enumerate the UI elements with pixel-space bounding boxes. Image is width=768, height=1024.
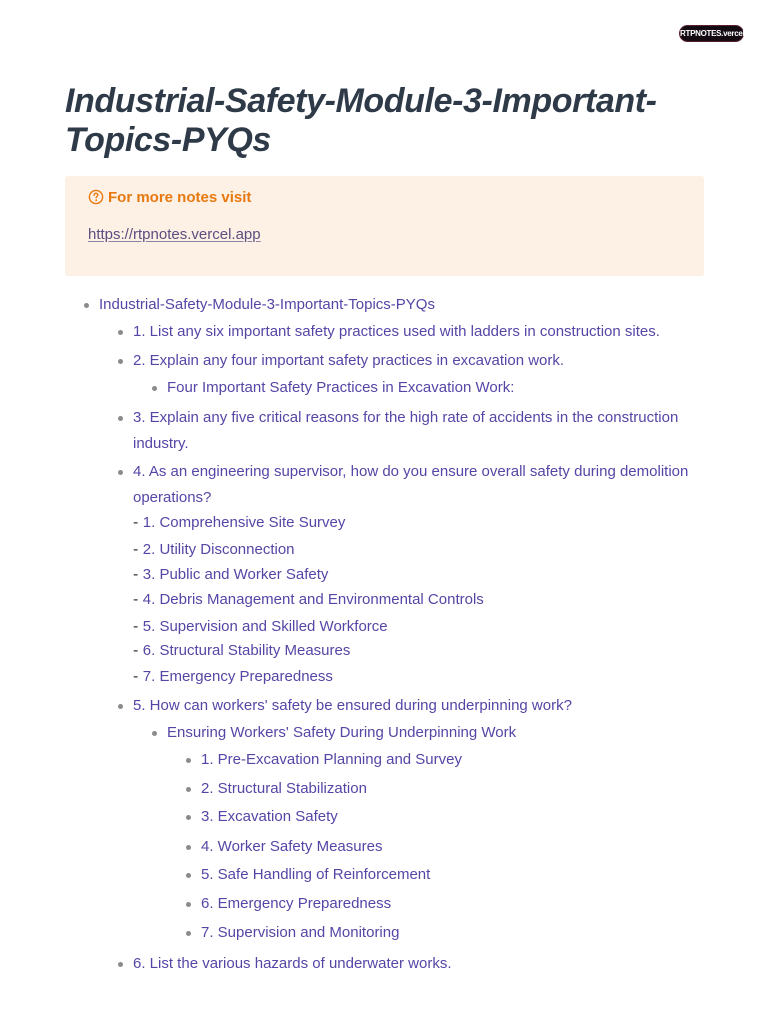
toc-q4-item-link[interactable]: 1. Comprehensive Site Survey — [142, 514, 346, 531]
dash-marker: - — [133, 668, 139, 685]
bullet — [186, 845, 191, 850]
toc-q4-item-link[interactable]: 2. Utility Disconnection — [142, 541, 295, 558]
toc-q5-item-link[interactable]: 7. Supervision and Monitoring — [201, 924, 400, 941]
toc-q5-item-link[interactable]: 3. Excavation Safety — [201, 808, 338, 825]
list-item — [133, 587, 484, 613]
dash-marker: - — [133, 642, 139, 659]
bullet — [152, 731, 157, 736]
toc-q4-item-link[interactable]: 4. Debris Management and Environmental Controls — [142, 591, 484, 608]
page-title: Industrial-Safety-Module-3-Important-Topics-PYQs — [65, 82, 657, 159]
toc-q5-item-link[interactable]: 2. Structural Stabilization — [201, 780, 367, 797]
toc-q6-link[interactable]: 6. List the various hazards of underwater works. — [133, 955, 452, 972]
bullet — [186, 873, 191, 878]
dash-marker: - — [133, 618, 139, 635]
toc-q4-link[interactable]: 4. As an engineering supervisor, how do you ensure overall safety during demolition operations? — [133, 463, 689, 506]
toc-q5-item-link[interactable]: 6. Emergency Preparedness — [201, 895, 392, 912]
toc-q5-item-link[interactable]: 4. Worker Safety Measures — [201, 838, 383, 855]
toc-q4-item-link[interactable]: 3. Public and Worker Safety — [142, 566, 329, 583]
toc-q4-item-link[interactable]: 7. Emergency Preparedness — [142, 668, 333, 685]
toc-root-link[interactable]: Industrial-Safety-Module-3-Important-Topics-PYQs — [99, 296, 435, 313]
dash-marker: - — [133, 591, 139, 608]
toc-q4-item-link[interactable]: 6. Structural Stability Measures — [142, 642, 351, 659]
list-item — [133, 638, 350, 664]
bullet — [186, 931, 191, 936]
list-item — [133, 537, 295, 563]
rtpnotes-link[interactable]: https://rtpnotes.vercel.app — [88, 226, 261, 243]
list-item — [133, 664, 333, 690]
bullet — [186, 787, 191, 792]
toc-q5-item-link[interactable]: 1. Pre-Excavation Planning and Survey — [201, 751, 462, 768]
callout-heading — [88, 188, 251, 206]
toc-q3-link[interactable]: 3. Explain any five critical reasons for the high rate of accidents in the construction industry. — [133, 409, 679, 452]
question-circle-icon — [88, 189, 104, 205]
bullet — [118, 704, 123, 709]
notes-callout — [65, 176, 704, 276]
list-item — [133, 510, 345, 536]
bullet — [186, 815, 191, 820]
bullet — [118, 416, 123, 421]
toc-q4-item-link[interactable]: 5. Supervision and Skilled Workforce — [142, 618, 388, 635]
toc-q5-sub-link[interactable]: Ensuring Workers' Safety During Underpinning Work — [167, 724, 517, 741]
bullet — [118, 330, 123, 335]
dash-marker: - — [133, 514, 139, 531]
callout-heading-text: For more notes visit — [108, 188, 252, 206]
toc-q5-link[interactable]: 5. How can workers' safety be ensured during underpinning work? — [133, 697, 572, 714]
list-item — [133, 614, 388, 640]
dash-marker: - — [133, 541, 139, 558]
bullet — [84, 303, 89, 308]
toc-q5-item-link[interactable]: 5. Safe Handling of Reinforcement — [201, 866, 431, 883]
toc-q2-link[interactable]: 2. Explain any four important safety practices in excavation work. — [133, 352, 565, 369]
bullet — [118, 359, 123, 364]
toc-q1-link[interactable]: 1. List any six important safety practices used with ladders in construction sites. — [133, 323, 660, 340]
bullet — [186, 758, 191, 763]
bullet — [152, 386, 157, 391]
bullet — [118, 962, 123, 967]
list-item — [133, 562, 328, 588]
toc-q2-sub-link[interactable]: Four Important Safety Practices in Excavation Work: — [167, 379, 515, 396]
dash-marker: - — [133, 566, 139, 583]
bullet — [186, 902, 191, 907]
bullet — [118, 470, 123, 475]
site-badge[interactable]: RTPNOTES.vercel.app — [679, 25, 744, 42]
